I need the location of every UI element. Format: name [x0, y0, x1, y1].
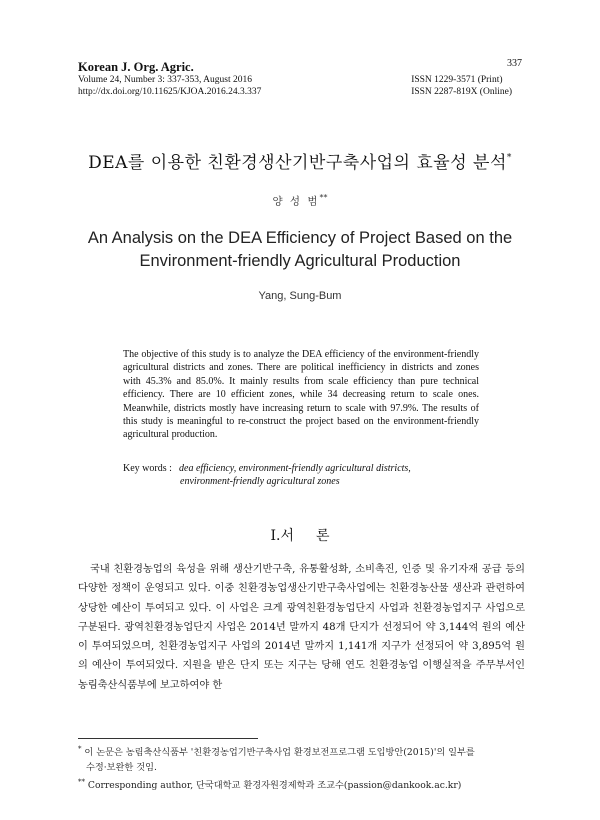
keywords-line2: environment-friendly agricultural zones — [180, 476, 340, 488]
english-title-line1: An Analysis on the DEA Efficiency of Project Based on the — [87, 229, 513, 247]
footnote-2-text: Corresponding author, 단국대학교 환경자원경제학과 조교수(passion@dankook.ac.kr) — [87, 780, 462, 792]
keywords — [123, 462, 411, 489]
english-author: Yang, Sung-Bum — [258, 290, 342, 302]
korean-title — [0, 148, 600, 173]
issn-online: ISSN 2287-819X (Online) — [411, 86, 512, 97]
page-number: 337 — [507, 58, 522, 69]
journal-name: Korean J. Org. Agric. — [78, 60, 194, 74]
abstract: The objective of this study is to analyze the DEA efficiency of the environment-friendly agricultural districts and zones. There are political inefficiency in districts and zones with 45.3% and 85.0%. It mainly results from scale efficiency than pure technical efficiency. There are 10 efficient zones, while 34 decreasing return to scale ones. Meanwhile, districts mostly have increasing return to scale with 97.9%. The results of this study is meaningful to re-construct the project based on the environment-friendly agricultural production. — [123, 349, 479, 441]
korean-author — [0, 193, 600, 209]
english-title-line2: Environment-friendly Agricultural Production — [139, 252, 461, 270]
keywords-line1: dea efficiency, environment-friendly agricultural districts, — [179, 463, 411, 474]
korean-author-name: 양 성 범 — [272, 195, 320, 208]
volume-line: Volume 24, Number 3: 337-353, August 2016 — [78, 75, 252, 85]
doi-link[interactable]: http://dx.doi.org/10.11625/KJOA.2016.24.3.337 — [78, 86, 262, 97]
body-paragraph: 국내 친환경농업의 육성을 위해 생산기반구축, 유통활성화, 소비촉진, 인증 및 유기자재 공급 등의 다양한 정책이 운영되고 있다. 이중 친환경농업생산기반구축사업에는 친환경농산물 생산과 관련하여 상당한 예산이 투여되고 있다. 이 사업은 크게 광역친환경농업단지 사업과 친환경농업지구 사업으로 구분된다. 광역친환경농업단지 사업은 2014년 말까지 48개 단지가 선정되어 약 3,144억 원의 예산이 투여되었으며, 친환경농업지구 사업의 2014년 말까지 1,141개 지구가 선정되어 약 3,895억 원의 예산이 투여되었다. 지원을 받은 단지 또는 지구는 당해 연도 친환경농업 이행실적을 주무부서인 농림축산식품부에 보고하여야 한 — [78, 564, 525, 691]
footnote-1-continued: 수정·보완한 것임. — [86, 761, 157, 773]
keywords-label: Key words : — [123, 463, 172, 474]
issn-info — [411, 75, 512, 98]
issn-print: ISSN 1229-3571 (Print) — [411, 75, 503, 85]
publication-info — [78, 75, 261, 98]
section-title-char1: 서 — [280, 528, 294, 544]
footnote-1-text: 이 논문은 농림축산식품부 '친환경농업기반구축사업 환경보전프로그램 도입방안(2015)'의 일부를 — [84, 747, 475, 759]
title-footnote-mark: * — [506, 153, 512, 163]
footnote-2-mark: ** — [78, 778, 85, 787]
korean-title-text: DEA를 이용한 친환경생산기반구축사업의 효율성 분석 — [88, 153, 507, 173]
english-title — [60, 227, 540, 273]
footnotes — [78, 742, 528, 794]
section-heading — [0, 525, 600, 545]
footnote-2 — [78, 775, 528, 794]
footnote-divider — [78, 738, 258, 739]
section-title-char2: 론 — [315, 528, 330, 544]
footnote-1-mark: * — [78, 745, 82, 753]
footnote-1 — [78, 742, 528, 761]
section-numeral: Ⅰ. — [270, 528, 281, 544]
author-footnote-mark: ** — [319, 193, 328, 202]
